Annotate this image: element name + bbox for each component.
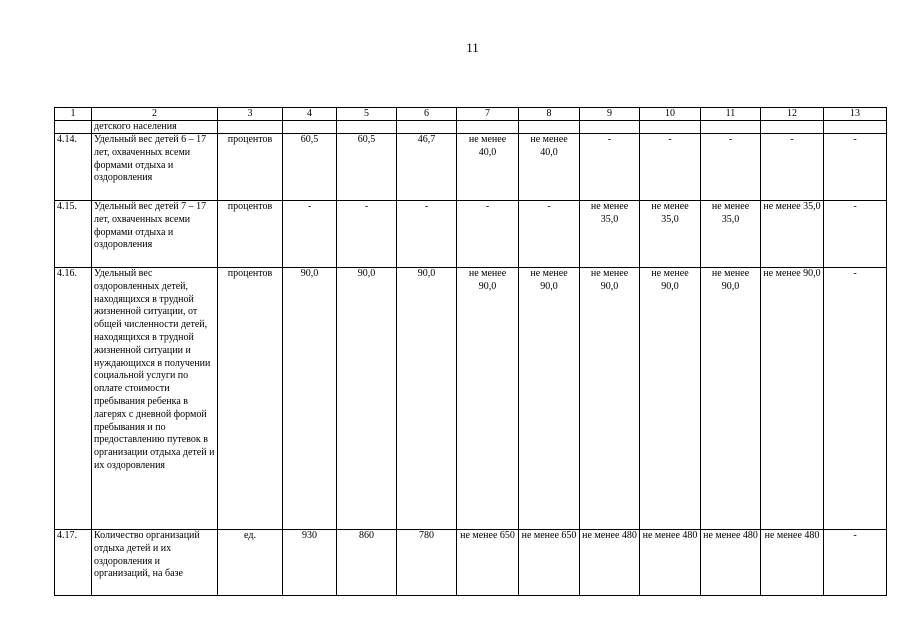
table-row: [55, 121, 887, 134]
value-cell: не менее 650: [457, 530, 519, 596]
table-header-row: [55, 108, 887, 121]
table-body: [55, 121, 887, 596]
column-header: 7: [457, 108, 519, 121]
value-cell: -: [824, 530, 887, 596]
indicators-table: [54, 107, 887, 596]
page-number: 11: [466, 40, 479, 55]
column-header: 3: [218, 108, 283, 121]
value-cell: -: [824, 201, 887, 268]
value-cell: не менее 480: [580, 530, 640, 596]
value-cell: не менее 650: [519, 530, 580, 596]
value-cell: не менее 90,0: [701, 268, 761, 530]
table-row: [55, 134, 887, 201]
value-cell: 60,5: [283, 134, 337, 201]
value-cell: [701, 121, 761, 134]
value-cell: [397, 121, 457, 134]
table-row: [55, 530, 887, 596]
unit-cell: процентов: [218, 134, 283, 201]
row-number: 4.15.: [55, 201, 92, 268]
column-header: 4: [283, 108, 337, 121]
value-cell: -: [761, 134, 824, 201]
value-cell: 780: [397, 530, 457, 596]
value-cell: [640, 121, 701, 134]
value-cell: 46,7: [397, 134, 457, 201]
value-cell: 930: [283, 530, 337, 596]
value-cell: -: [580, 134, 640, 201]
indicator-name: детского населения: [92, 121, 218, 134]
row-number: 4.14.: [55, 134, 92, 201]
value-cell: [283, 121, 337, 134]
value-cell: не менее 90,0: [519, 268, 580, 530]
unit-cell: процентов: [218, 201, 283, 268]
indicator-name: Удельный вес оздоровленных детей, находящихся в трудной жизненной ситуации, от общей численности детей, находящихся в трудной жизненной ситуации и нуждающихся в получении социальной услуги по оплате стоимости пребывания ребенка в лагерях с дневной формой пребывания и по предоставлению путевок в организации отдыха детей и их оздоровления: [92, 268, 218, 530]
value-cell: не менее 480: [640, 530, 701, 596]
column-header: 8: [519, 108, 580, 121]
value-cell: -: [397, 201, 457, 268]
row-number: 4.17.: [55, 530, 92, 596]
value-cell: не менее 90,0: [580, 268, 640, 530]
value-cell: 90,0: [283, 268, 337, 530]
value-cell: не менее 35,0: [580, 201, 640, 268]
column-header: 2: [92, 108, 218, 121]
value-cell: не менее 35,0: [640, 201, 701, 268]
value-cell: -: [701, 134, 761, 201]
value-cell: [580, 121, 640, 134]
value-cell: -: [337, 201, 397, 268]
column-header: 12: [761, 108, 824, 121]
value-cell: -: [640, 134, 701, 201]
value-cell: не менее 40,0: [457, 134, 519, 201]
value-cell: не менее 480: [761, 530, 824, 596]
value-cell: не менее 480: [701, 530, 761, 596]
unit-cell: процентов: [218, 268, 283, 530]
indicator-name: Количество организаций отдыха детей и их оздоровления и организаций, на базе: [92, 530, 218, 596]
column-header: 6: [397, 108, 457, 121]
column-header: 11: [701, 108, 761, 121]
table-row: [55, 201, 887, 268]
value-cell: не менее 90,0: [640, 268, 701, 530]
column-header: 1: [55, 108, 92, 121]
value-cell: -: [519, 201, 580, 268]
value-cell: 60,5: [337, 134, 397, 201]
value-cell: не менее 90,0: [457, 268, 519, 530]
column-header: 10: [640, 108, 701, 121]
value-cell: 90,0: [397, 268, 457, 530]
column-header: 5: [337, 108, 397, 121]
value-cell: не менее 90,0: [761, 268, 824, 530]
unit-cell: [218, 121, 283, 134]
row-number: [55, 121, 92, 134]
value-cell: [824, 121, 887, 134]
value-cell: [457, 121, 519, 134]
column-header: 13: [824, 108, 887, 121]
value-cell: не менее 40,0: [519, 134, 580, 201]
value-cell: -: [824, 134, 887, 201]
value-cell: [761, 121, 824, 134]
value-cell: -: [283, 201, 337, 268]
indicator-name: Удельный вес детей 7 – 17 лет, охваченных всеми формами отдыха и оздоровления: [92, 201, 218, 268]
value-cell: -: [824, 268, 887, 530]
value-cell: не менее 35,0: [761, 201, 824, 268]
value-cell: [337, 121, 397, 134]
indicator-name: Удельный вес детей 6 – 17 лет, охваченных всеми формами отдыха и оздоровления: [92, 134, 218, 201]
unit-cell: ед.: [218, 530, 283, 596]
row-number: 4.16.: [55, 268, 92, 530]
table-row: [55, 268, 887, 530]
value-cell: [519, 121, 580, 134]
value-cell: -: [457, 201, 519, 268]
value-cell: 90,0: [337, 268, 397, 530]
value-cell: 860: [337, 530, 397, 596]
value-cell: не менее 35,0: [701, 201, 761, 268]
column-header: 9: [580, 108, 640, 121]
